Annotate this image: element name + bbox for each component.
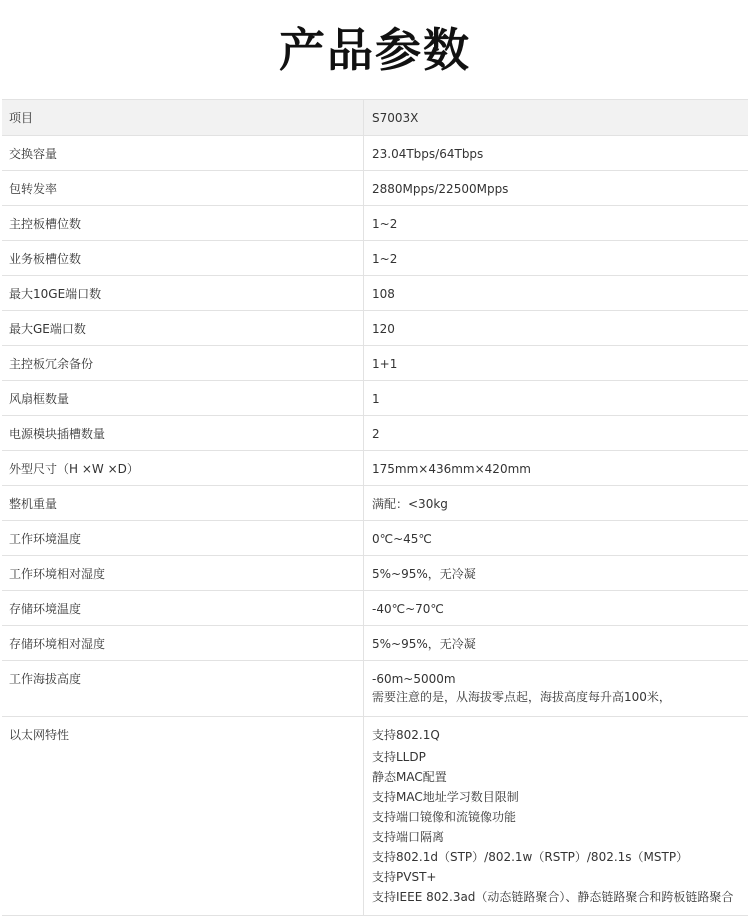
row-value-cell [364,486,749,521]
ethernet-feature: 支持端口镜像和流镜像功能 [372,810,517,824]
table-row [2,311,748,346]
row-label: 最大10GE端口数 [9,287,102,301]
table-row [2,171,748,206]
row-value: 5%~95%，无冷凝 [372,567,476,581]
row-label: 工作环境温度 [9,532,82,546]
row-label: 交换容量 [9,147,58,161]
row-label-cell [2,136,364,171]
row-value-cell [364,416,749,451]
table-row [2,626,748,661]
header-model: S7003X [372,111,419,125]
table-row [2,346,748,381]
row-label: 业务板槽位数 [9,252,82,266]
row-value: 0℃~45℃ [372,532,432,546]
row-value-cell [364,136,749,171]
header-label-cell [2,100,364,136]
row-value-cell [364,171,749,206]
ethernet-feature: 支持IEEE 802.3ad（动态链路聚合）、静态链路聚合和跨板链路聚合 [372,890,734,904]
row-value-cell [364,381,749,416]
row-value: 2 [372,427,380,441]
table-row [2,416,748,451]
row-value: 1 [372,392,380,406]
row-label-cell [2,241,364,276]
table-header-row [2,100,748,136]
altitude-note: 需要注意的是，从海拔零点起，海拔高度每升高100米， [372,690,671,704]
ethernet-feature: 支持PVST+ [372,870,437,884]
row-value-cell [364,556,749,591]
row-label: 外型尺寸（H ×W ×D） [9,462,139,476]
table-row [2,241,748,276]
row-value: -40℃~70℃ [372,602,444,616]
row-value-cell [364,241,749,276]
row-label-cell [2,451,364,486]
table-row [2,276,748,311]
row-label-cell [2,486,364,521]
row-value: 108 [372,287,395,301]
row-value-cell [364,311,749,346]
page-title: 产品参数 [279,23,471,77]
row-value: 1~2 [372,217,398,231]
ethernet-label: 以太网特性 [9,728,70,742]
row-value-cell [364,206,749,241]
row-label-cell [2,661,364,717]
row-label-cell [2,346,364,381]
row-label-cell [2,276,364,311]
row-label-cell [2,556,364,591]
row-value: 满配：<30kg [372,497,448,511]
altitude-range: -60m~5000m [372,672,456,686]
row-value-cell [364,521,749,556]
row-label-cell [2,591,364,626]
spec-table [2,99,748,916]
table-row [2,206,748,241]
row-value-cell [364,451,749,486]
table-row [2,591,748,626]
row-label: 风扇框数量 [9,392,70,406]
ethernet-feature: 支持802.1d（STP）/802.1w（RSTP）/802.1s（MSTP） [372,850,689,864]
row-value-cell [364,276,749,311]
row-label-cell [2,171,364,206]
row-label: 整机重量 [9,497,58,511]
ethernet-feature: 支持802.1Q [372,728,440,742]
altitude-label: 工作海拔高度 [9,672,82,686]
row-label: 主控板冗余备份 [9,357,94,371]
row-value: 2880Mpps/22500Mpps [372,182,509,196]
row-label-cell [2,381,364,416]
ethernet-feature: 支持端口隔离 [372,830,445,844]
row-label-cell [2,206,364,241]
table-row [2,451,748,486]
table-row [2,486,748,521]
row-label-cell [2,521,364,556]
row-label: 电源模块插槽数量 [9,427,106,441]
row-value: 1+1 [372,357,398,371]
row-label: 工作环境相对湿度 [9,567,106,581]
altitude-row [2,661,748,717]
row-label: 最大GE端口数 [9,322,86,336]
row-label: 存储环境温度 [9,602,82,616]
row-label-cell [2,311,364,346]
ethernet-feature: 支持LLDP [372,750,426,764]
ethernet-row [2,717,748,916]
table-row [2,381,748,416]
row-value: 120 [372,322,395,336]
row-value: 1~2 [372,252,398,266]
row-label-cell [2,717,364,916]
header-value-cell [364,100,749,136]
ethernet-feature: 静态MAC配置 [372,770,447,784]
row-label: 存储环境相对湿度 [9,637,106,651]
row-label: 主控板槽位数 [9,217,82,231]
row-value-cell [364,346,749,381]
row-value-cell [364,717,749,916]
row-value: 175mm×436mm×420mm [372,462,531,476]
row-value-cell [364,591,749,626]
table-row [2,556,748,591]
row-label-cell [2,416,364,451]
row-value-cell [364,626,749,661]
table-row [2,521,748,556]
row-label-cell [2,626,364,661]
row-value: 5%~95%，无冷凝 [372,637,476,651]
row-value: 23.04Tbps/64Tbps [372,147,484,161]
header-label: 项目 [9,111,34,125]
row-value-cell [364,661,749,717]
row-label: 包转发率 [9,182,58,196]
ethernet-feature: 支持MAC地址学习数目限制 [372,790,519,804]
table-row [2,136,748,171]
